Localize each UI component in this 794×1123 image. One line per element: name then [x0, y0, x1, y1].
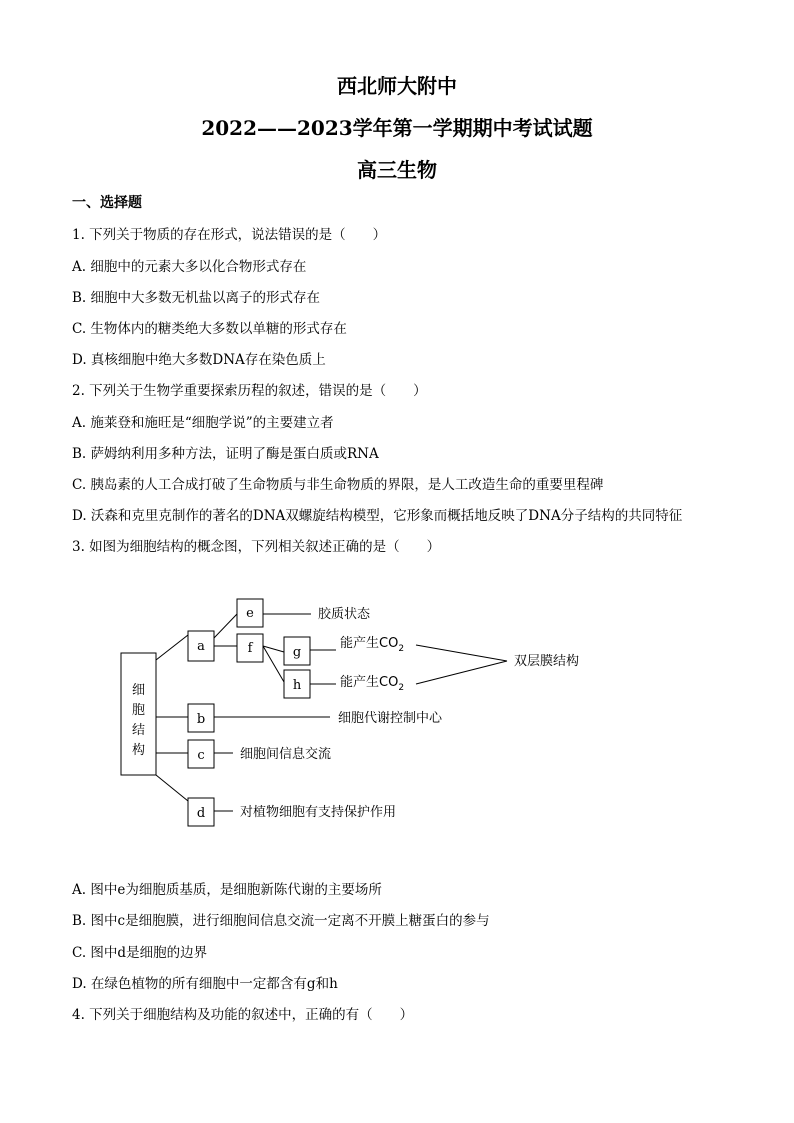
node-c-label: c	[197, 748, 205, 763]
connector-g-double	[416, 645, 507, 661]
question-2-option-d: D. 沃森和克里克制作的著名的DNA双螺旋结构模型，它形象而概括地反映了DNA分子结构的共同特征	[72, 508, 683, 524]
label-h-text: 能产生CO	[340, 675, 399, 690]
label-h-sub: 2	[398, 683, 405, 693]
node-b-label: b	[196, 712, 206, 727]
node-e-label: e	[246, 606, 254, 621]
root-char-1: 细	[131, 683, 146, 698]
label-g	[340, 635, 404, 654]
question-1-option-b: B. 细胞中大多数无机盐以离子的形式存在	[72, 290, 321, 306]
question-4-stem: 4. 下列关于细胞结构及功能的叙述中，正确的有（ ）	[72, 1007, 414, 1023]
connector-h-double	[416, 661, 507, 684]
root-char-2: 胞	[131, 703, 146, 718]
connector-root-d	[156, 775, 188, 801]
question-1-option-c: C. 生物体内的糖类绝大多数以单糖的形式存在	[72, 321, 347, 337]
question-1-option-a: A. 细胞中的元素大多以化合物形式存在	[72, 259, 307, 275]
label-h	[340, 674, 404, 693]
question-2-option-a: A. 施莱登和施旺是“细胞学说”的主要建立者	[72, 415, 334, 431]
node-h-label: h	[292, 678, 302, 693]
label-g-sub: 2	[398, 644, 405, 654]
question-1-stem: 1. 下列关于物质的存在形式，说法错误的是（ ）	[72, 227, 387, 243]
subject-title: 高三生物	[357, 158, 437, 182]
question-3-stem: 3. 如图为细胞结构的概念图，下列相关叙述正确的是（ ）	[72, 539, 441, 555]
label-b: 细胞代谢控制中心	[338, 711, 443, 726]
node-a-label: a	[197, 639, 205, 654]
connector-a-e	[214, 614, 237, 638]
question-3-option-a: A. 图中e为细胞质基质，是细胞新陈代谢的主要场所	[72, 882, 382, 898]
root-char-3: 结	[131, 723, 146, 738]
label-d: 对植物细胞有支持保护作用	[240, 805, 397, 820]
cell-structure-diagram	[0, 590, 794, 840]
node-d-label: d	[196, 806, 206, 821]
question-2-option-b: B. 萨姆纳利用多种方法，证明了酶是蛋白质或RNA	[72, 446, 379, 462]
question-1-option-d: D. 真核细胞中绝大多数DNA存在染色质上	[72, 352, 326, 368]
question-3-option-b: B. 图中c是细胞膜，进行细胞间信息交流一定离不开膜上糖蛋白的参与	[72, 913, 490, 929]
question-2-stem: 2. 下列关于生物学重要探索历程的叙述，错误的是（ ）	[72, 383, 427, 399]
connector-root-a	[156, 635, 188, 660]
question-2-option-c: C. 胰岛素的人工合成打破了生命物质与非生命物质的界限，是人工改造生命的重要里程碑	[72, 477, 604, 493]
exam-title: 2022——2023学年第一学期期中考试试题	[201, 116, 593, 140]
label-g-text: 能产生CO	[340, 636, 399, 651]
question-3-option-c: C. 图中d是细胞的边界	[72, 945, 208, 961]
label-e: 胶质状态	[318, 607, 371, 622]
section-title: 一、选择题	[72, 195, 142, 211]
label-c: 细胞间信息交流	[240, 747, 332, 762]
school-name: 西北师大附中	[337, 74, 457, 98]
node-g-label: g	[292, 645, 302, 660]
label-double-membrane: 双层膜结构	[514, 654, 580, 669]
root-char-4: 构	[131, 743, 146, 758]
question-3-option-d: D. 在绿色植物的所有细胞中一定都含有g和h	[72, 976, 338, 992]
node-f-label: f	[247, 641, 253, 656]
